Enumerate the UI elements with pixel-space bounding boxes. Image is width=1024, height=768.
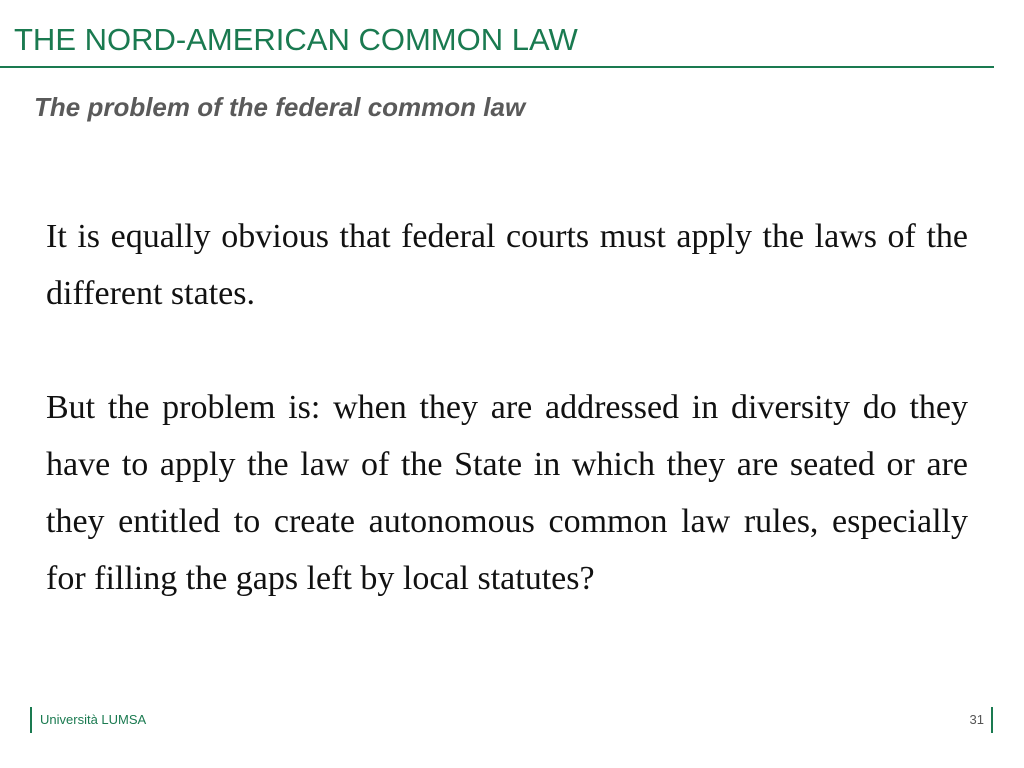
footer-right-divider (991, 707, 993, 733)
body-paragraph-1: It is equally obvious that federal courts must apply the laws of the different states. (46, 218, 968, 312)
footer-institution: Università LUMSA (40, 712, 147, 727)
slide-body (46, 208, 968, 607)
slide-header-title: THE NORD-AMERICAN COMMON LAW (14, 22, 578, 57)
footer-page-number: 31 (969, 712, 984, 727)
footer-left-divider (30, 707, 32, 733)
body-paragraph-2: But the problem is: when they are addressed in diversity do they have to apply the law of the State in which they are seated or are they entitled to create autonomous common law rules, especially for filling the gaps left by local statutes? (46, 389, 968, 597)
slide-subtitle: The problem of the federal common law (34, 92, 526, 122)
header-divider (0, 66, 994, 68)
